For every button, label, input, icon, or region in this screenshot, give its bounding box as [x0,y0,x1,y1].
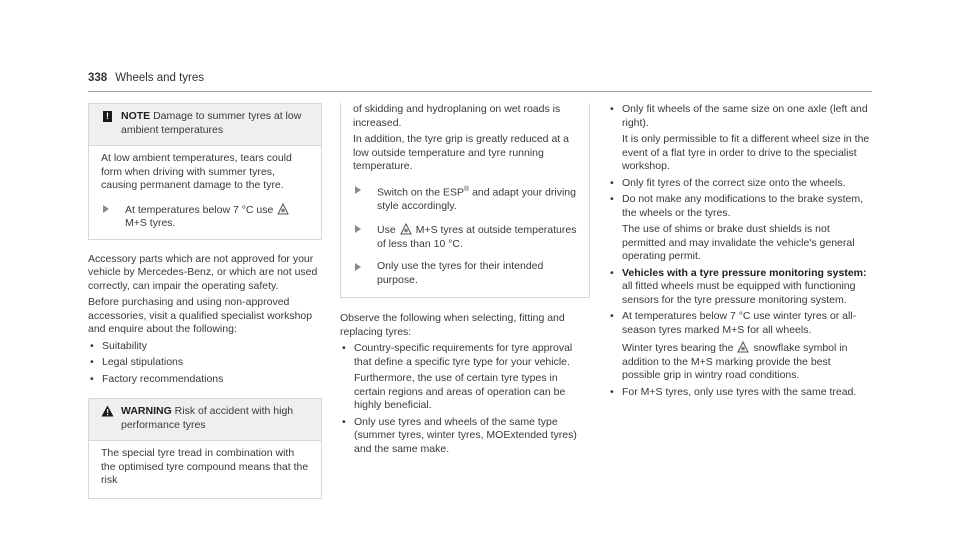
column-3 [608,103,870,399]
snowflake-mountain-icon [737,340,749,353]
step-esp-post: and adapt your driving style accordingly. [377,186,576,212]
list-item-extra: It is only permissible to fit a different wheel size in the event of a flat tyre in order to drive to the specialist workshop. [622,133,870,172]
page-number: 338 [88,72,108,84]
warning-title: Risk of accident with high performance tyres [121,405,294,431]
note-body-section [89,146,321,239]
snowflake-mountain-icon [400,222,412,235]
warning-label: WARNING [121,405,172,417]
warning-step-purpose [353,260,579,287]
step-esp-pre: Switch on the ESP [377,186,464,198]
warning-body: The special tyre tread in combination with the optimised tyre compound means that the risk [101,447,309,486]
selection-list [340,342,590,456]
accessory-paragraph: Accessory parts which are not approved for your vehicle by Mercedes-Benz, or which are not used correctly, can impair the operating safety. [88,252,318,292]
warning-box [88,398,322,499]
list-item-text: Country-specific requirements for tyre approval that define a specific tyre type for your vehicle. [354,342,573,368]
warning-triangle-icon [101,405,114,417]
step-ms-post: M+S tyres at outside temperatures of less than 10 °C. [377,224,577,250]
warning-step-esp [353,183,579,214]
note-icon: ! [103,111,112,122]
list-item-extra [622,340,870,383]
list-item [340,342,590,413]
registered-mark: ® [463,185,470,193]
list-item-text: At temperatures below 7 °C use winter tyres or all-season tyres marked M+S for all wheels. [622,310,857,336]
warning-box-continued [340,103,590,298]
list-item-text: all fitted wheels must be equipped with functioning sensors for the tyre pressure monitoring system. [622,280,856,306]
warning-body-grip: In addition, the tyre grip is greatly reduced at a low outside temperature and tyre running temperature. [353,133,569,172]
list-item-text: Only fit wheels of the same size on one axle (left and right). [622,103,868,129]
list-item [608,310,870,383]
note-body: At low ambient temperatures, tears could form when driving with summer tyres, causing permanent damage to the tyre. [101,152,292,191]
snowflake-text-pre: Winter tyres bearing the [622,342,734,354]
snowflake-text-post: snowflake symbol in addition to the M+S marking provide the best possible grip in wintry road conditions. [622,342,848,381]
list-item [608,103,870,174]
list-item: • Only use tyres and wheels of the same type (summer tyres, winter tyres, MOExtended tyres) and the same make. [340,416,590,457]
note-header [89,104,321,146]
chapter-title: Wheels and tyres [115,72,205,84]
note-label: NOTE [121,110,151,122]
header-rule [88,91,872,92]
warning-body-continued: of skidding and hydroplaning on wet roads is increased. [353,103,561,129]
warning-header [89,399,321,441]
step-ms-pre: Use [377,224,396,236]
list-item-text: Do not make any modifications to the brake system, the wheels or the tyres. [622,193,864,219]
list-item: • Only fit tyres of the correct size onto the wheels. [608,177,870,191]
column-2 [340,103,590,456]
warning-step-ms [353,222,579,251]
step-arrow-icon [103,205,116,213]
list-item [608,193,870,264]
step-arrow-icon [355,225,368,233]
note-title: Damage to summer tyres at low ambient temperatures [121,110,302,136]
list-item-bold: Vehicles with a tyre pressure monitoring system: [622,266,867,279]
page-header [88,72,204,84]
step-arrow-icon [355,263,368,271]
warning-continued-section [341,103,589,297]
list-item: • For M+S tyres, only use tyres with the same tread. [608,386,870,400]
note-step [101,202,311,231]
enquiry-list [88,340,322,387]
note-box [88,103,322,240]
observe-paragraph: Observe the following when selecting, fitting and replacing tyres: [340,312,565,338]
step-arrow-icon [355,186,368,194]
warning-body-section [89,441,321,498]
list-item: • Suitability [88,340,322,354]
column-1 [88,103,322,499]
list-item-extra: The use of shims or brake dust shields is not permitted and may invalidate the vehicle's general operating permit. [622,223,855,262]
snowflake-mountain-icon [277,202,289,215]
note-step-text-pre: At temperatures below 7 °C use [125,203,274,216]
list-item [608,267,870,308]
list-item-extra: Furthermore, the use of certain tyre types in certain regions and areas of operation can be highly beneficial. [354,372,566,411]
purchase-paragraph: Before purchasing and using non-approved accessories, visit a qualified specialist workshop and enquire about the following: [88,296,313,335]
list-item: • Factory recommendations [88,373,322,387]
list-item: • Legal stipulations [88,356,322,370]
fitting-list [608,103,870,399]
step-purpose-text: Only use the tyres for their intended purpose. [377,260,544,286]
note-step-text-post: M+S tyres. [125,217,176,229]
